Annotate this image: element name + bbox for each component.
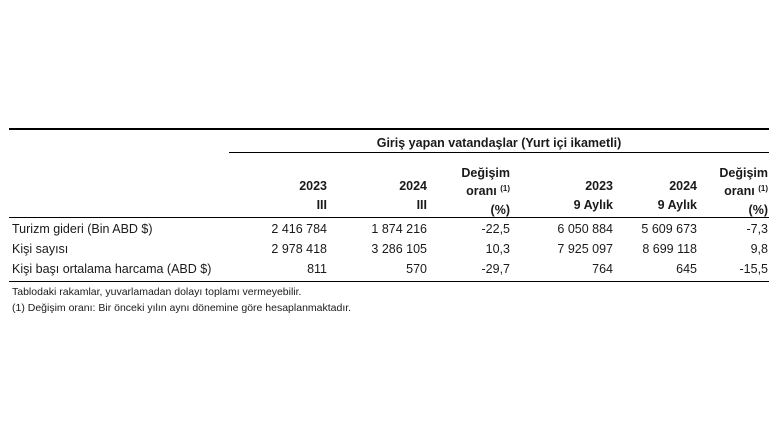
table-cell: 3 286 105 [371, 242, 427, 256]
column-header-rate [697, 181, 768, 199]
table-cell: 645 [676, 262, 697, 276]
column-header-year: 2023 [585, 179, 613, 193]
table-cell: 2 416 784 [271, 222, 327, 236]
column-header-year: 2024 [399, 179, 427, 193]
column-header-period: III [416, 198, 427, 212]
column-header-rate [427, 181, 510, 199]
header-rule [9, 217, 769, 218]
column-header-rate-word: oranı [724, 184, 755, 198]
table-cell: -7,3 [746, 222, 768, 236]
column-header-2023-9m [510, 178, 613, 213]
column-header-change-q3 [427, 165, 510, 218]
column-header-unit: (%) [490, 203, 510, 217]
group-title-rule [229, 152, 769, 153]
table-cell: 8 699 118 [642, 242, 697, 256]
table-cell: 1 874 216 [371, 222, 427, 236]
table-cell: 9,8 [750, 242, 768, 256]
row-label: Kişi sayısı [12, 242, 69, 256]
table-cell: 764 [592, 262, 613, 276]
table-cell: 10,3 [485, 242, 510, 256]
table-bottom-rule [9, 281, 769, 282]
column-header-change-9m [697, 165, 768, 218]
footnote: (1) Değişim oranı: Bir önceki yılın aynı dönemine göre hesaplanmaktadır. [12, 302, 352, 314]
table-row [9, 222, 769, 240]
column-header-year: 2024 [669, 179, 697, 193]
table-cell: 7 925 097 [557, 242, 613, 256]
table-row [9, 262, 769, 280]
column-header-unit: (%) [748, 203, 768, 217]
column-header-2023-q3 [209, 178, 327, 213]
row-label: Turizm gideri (Bin ABD $) [12, 222, 153, 236]
column-header-period: 9 Aylık [657, 198, 697, 212]
column-header-period: III [316, 198, 327, 212]
footnote-marker: (1) [500, 184, 510, 193]
table-cell: 570 [406, 262, 427, 276]
table-top-rule [9, 128, 769, 130]
column-header-change-word: Değişim [719, 166, 768, 180]
footnote-marker: (1) [758, 184, 768, 193]
group-title: Giriş yapan vatandaşlar (Yurt içi ikametli) [376, 136, 622, 150]
row-label: Kişi başı ortalama harcama (ABD $) [12, 262, 212, 276]
table-cell: 2 978 418 [271, 242, 327, 256]
table-cell: -22,5 [481, 222, 510, 236]
table-cell: -15,5 [739, 262, 768, 276]
table-cell: 811 [307, 262, 327, 276]
column-header-2024-9m [613, 178, 697, 213]
column-header-year: 2023 [299, 179, 327, 193]
table-cell: 5 609 673 [641, 222, 697, 236]
column-header-period: 9 Aylık [573, 198, 613, 212]
table-row [9, 242, 769, 260]
table-cell: 6 050 884 [557, 222, 613, 236]
table-cell: -29,7 [481, 262, 510, 276]
column-header-rate-word: oranı [466, 184, 497, 198]
table-note: Tablodaki rakamlar, yuvarlamadan dolayı toplamı vermeyebilir. [12, 286, 302, 298]
column-header-2024-q3 [327, 178, 427, 213]
column-header-change-word: Değişim [461, 166, 510, 180]
